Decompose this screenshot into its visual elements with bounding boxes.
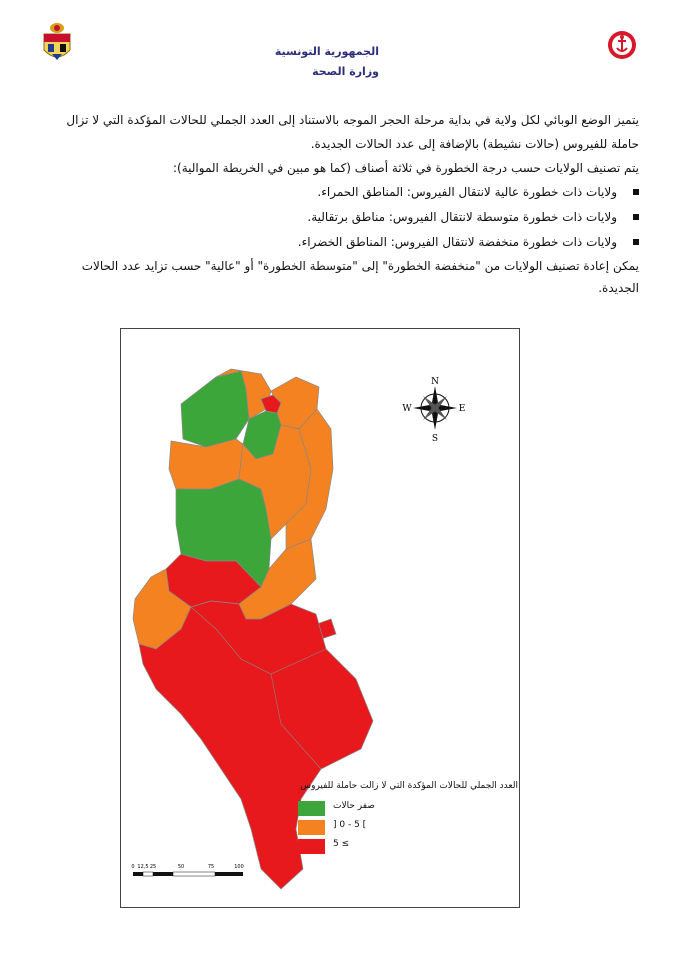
scale-label: 12,5 xyxy=(137,864,149,870)
document-body xyxy=(42,108,639,299)
scale-label: 50 xyxy=(177,864,185,870)
scale-label: 25 xyxy=(149,864,157,870)
tunisia-coat-of-arms-icon xyxy=(40,22,74,66)
list-item-text: ولايات ذات خطورة متوسطة لانتقال الفيروس: مناطق برتقالية. xyxy=(307,210,617,224)
legend-item xyxy=(298,801,458,817)
scale-label: 0 xyxy=(131,864,135,870)
list-item-text: ولايات ذات خطورة عالية لانتقال الفيروس: المناطق الحمراء. xyxy=(317,185,617,199)
tunisia-risk-map xyxy=(120,328,520,908)
legend-label: ] 0 - 5 [ xyxy=(333,820,367,830)
closing-paragraph: يمكن إعادة تصنيف الولايات من "منخفضة الخطورة" إلى "متوسطة الخطورة" أو "عالية" حسب تزايد عدد الحالات الجديدة. xyxy=(81,259,639,295)
legend-swatch-red xyxy=(298,839,325,854)
legend-swatch-orange xyxy=(298,820,325,835)
list-item xyxy=(42,180,639,205)
compass-west-label: W xyxy=(402,404,412,414)
legend-item xyxy=(298,820,458,836)
intro-paragraph-2: يتم تصنيف الولايات حسب درجة الخطورة في ثلاثة أصناف (كما هو مبين في الخريطة الموالية): xyxy=(172,161,639,175)
compass-rose-icon xyxy=(413,386,457,430)
header-ministry: وزارة الصحة xyxy=(312,65,379,78)
ministry-of-health-logo-icon xyxy=(607,30,637,60)
risk-categories-list xyxy=(42,180,639,255)
compass-north-label: N xyxy=(431,377,439,387)
legend-label: 5 ≤ xyxy=(333,839,350,849)
region-north-west-green xyxy=(181,371,249,447)
map-legend xyxy=(298,781,518,849)
legend-item xyxy=(298,839,458,855)
scale-bar xyxy=(131,864,243,876)
document-header xyxy=(275,42,379,82)
scale-label: 75 xyxy=(207,864,215,870)
bullet-square-icon xyxy=(633,239,639,245)
list-item-text: ولايات ذات خطورة منخفضة لانتقال الفيروس: المناطق الخضراء. xyxy=(297,235,617,249)
legend-swatch-green xyxy=(298,801,325,816)
header-country: الجمهورية التونسية xyxy=(274,45,379,58)
intro-paragraph-1: يتميز الوضع الوبائي لكل ولاية في بداية مرحلة الحجر الموجه بالاستناد إلى العدد الجملي للحالات المؤكدة التي لا تزال حاملة للفيروس (حالات نشيطة) بالإضافة إلى عدد الحالات الجديدة. xyxy=(66,113,639,151)
compass-south-label: S xyxy=(431,434,439,444)
list-item xyxy=(42,230,639,255)
legend-title: العدد الجملي للحالات المؤكدة التي لا زالت حاملة للفيروس xyxy=(300,781,518,791)
compass-east-label: E xyxy=(458,404,466,414)
bullet-square-icon xyxy=(633,214,639,220)
bullet-square-icon xyxy=(633,189,639,195)
list-item xyxy=(42,205,639,230)
legend-label: صفر حالات xyxy=(333,801,375,811)
scale-label: 100 xyxy=(234,864,244,870)
